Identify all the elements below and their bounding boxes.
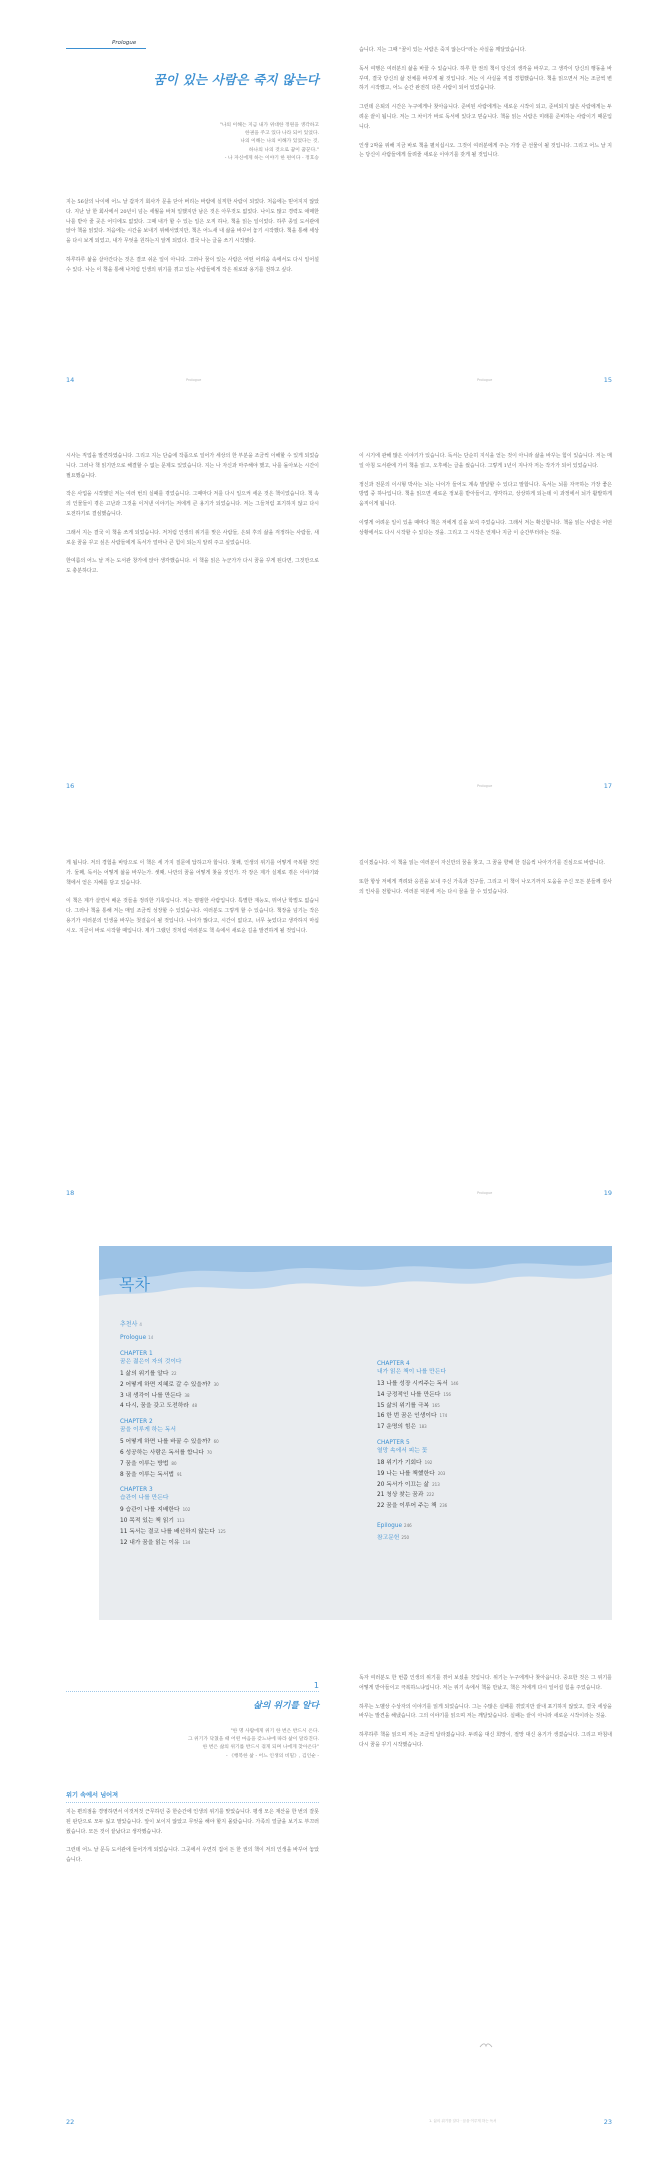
paragraph: 길이겠습니다. 이 책을 읽는 여러분이 자신만의 꿈을 찾고, 그 꿈을 향해 한 걸음씩 나아가기를 진심으로 바랍니다. xyxy=(359,860,605,866)
toc-entry-page: 80 xyxy=(171,1460,177,1466)
toc-entry-page: 213 xyxy=(432,1481,440,1487)
toc-entry-page: 134 xyxy=(182,1539,191,1545)
chapter-title: 습관이 나를 만든다 xyxy=(120,1495,169,1502)
paragraph: 한여름의 어느 날 저는 도서관 창가에 앉아 생각했습니다. 이 책을 읽은 누군가가 다시 꿈을 꾸게 된다면, 그것만으로도 충분하다고. xyxy=(66,558,319,575)
toc-entry[interactable] xyxy=(120,1391,350,1402)
paragraph: 작은 사업을 시작했던 저는 여러 번의 실패를 겪었습니다. 그때마다 저를 다시 일으켜 세운 것은 책이었습니다. 책 속의 인물들이 겪은 고난과 그것을 이겨낸 이야기는 저에게 큰 용기가 되었습니다. 저는 그들처럼 포기하지 않고 다시 도전하기로 결심했습니다. xyxy=(66,491,319,517)
chapter-number: CHAPTER 3 xyxy=(120,1487,153,1494)
toc-entry[interactable] xyxy=(377,1480,597,1491)
toc-entry[interactable] xyxy=(377,1422,597,1433)
paragraph: 그런데 은퇴의 시간은 누구에게나 찾아옵니다. 준비된 사람에게는 새로운 시작이 되고, 준비되지 않은 사람에게는 두려운 끝이 됩니다. 저는 그 차이가 바로 독서에 있다고 믿습니다. 책을 읽는 사람은 미래를 준비하는 사람이기 때문입니다. xyxy=(359,104,612,130)
toc-entry[interactable] xyxy=(377,1379,597,1390)
table-of-contents xyxy=(99,1246,612,1620)
toc-entry[interactable] xyxy=(120,1538,350,1549)
toc-entry-page: 38 xyxy=(184,1392,190,1398)
paragraph: 게 됩니다. 저의 경험을 바탕으로 이 책은 세 가지 질문에 답하고자 합니다. 첫째, 인생의 위기를 어떻게 극복할 것인가. 둘째, 독서는 어떻게 삶을 바꾸는가. 셋째, 나만의 꿈을 어떻게 찾을 것인가. 각 장은 제가 실제로 겪은 이야기와 책에서 얻은 지혜를 담고 있습니다. xyxy=(66,860,319,886)
toc-entry-page: 60 xyxy=(213,1439,219,1445)
chapter-number: CHAPTER 1 xyxy=(120,1351,153,1357)
epigraph-line: "한 명 사람에게 위기 한 번은 반드시 온다. xyxy=(230,1729,319,1734)
toc-chapter-1[interactable] xyxy=(120,1350,350,1366)
toc-chapter-3-items xyxy=(120,1505,350,1548)
toc-entry-page: 236 xyxy=(439,1503,448,1509)
toc-entry-label: 4 다시, 꿈을 갖고 도전하라 xyxy=(120,1403,189,1410)
toc-entry-page: 113 xyxy=(176,1518,185,1524)
toc-back-matter xyxy=(377,1520,597,1544)
running-footer: Prologue xyxy=(477,1191,493,1195)
chapter-1-spread xyxy=(66,1670,612,2126)
page-17 xyxy=(359,446,612,790)
paragraph: 시사는 직업을 발견하였습니다. 그리고 지는 단숨에 작품으로 일어가 세상의 한 부분을 조금씩 이해할 수 있게 되었습니다. 그러나 책 읽기만으로 해결할 수 없는 문제도 있었습니다. 지는 나 자신과 마주해야 했고, 나를 돌아보는 시간이 필요했습니다. xyxy=(66,453,319,479)
toc-entry-label: Epilogue xyxy=(377,1522,403,1529)
chapter-title: 열망 속에서 피는 꽃 xyxy=(377,1447,428,1454)
chapter-title: 꿈을 이루게 하는 독서 xyxy=(120,1427,176,1434)
page-15 xyxy=(359,40,612,384)
paragraph: 또한 항상 저에게 격려와 응원을 보내 주신 가족과 친구들, 그리고 이 책이 나오기까지 도움을 주신 모든 분들께 감사의 인사를 전합니다. 여러분 덕분에 저는 다시 꿈을 꿀 수 있었습니다. xyxy=(359,878,612,895)
toc-entry-page: 246 xyxy=(404,1522,412,1528)
toc-right-column xyxy=(377,1354,597,1544)
body-text xyxy=(359,859,612,906)
prologue-title: 꿈이 있는 사람은 죽지 않는다 xyxy=(153,72,319,87)
chapter-number: CHAPTER 2 xyxy=(120,1419,153,1426)
toc-entry-label: 14 긍정적인 나를 만든다 xyxy=(377,1391,441,1398)
epigraph-line: 한권을 주고 있다 나라 되어 있었다. xyxy=(244,131,319,137)
body-text xyxy=(66,452,319,586)
toc-chapter-4[interactable] xyxy=(377,1360,597,1376)
toc-entry-page: 30 xyxy=(213,1381,219,1387)
section-divider xyxy=(66,1802,319,1803)
toc-entry-label: 20 독서가 이끄는 삶 xyxy=(377,1481,430,1488)
page-16 xyxy=(66,446,319,790)
toc-entry[interactable] xyxy=(120,1516,350,1527)
paragraph: 그런데 어느 날 문득 도서관에 들어가게 되었습니다. 그곳에서 우연히 집어 든 한 권의 책이 저의 인생을 바꾸어 놓았습니다. xyxy=(66,1847,319,1864)
page-14 xyxy=(66,40,319,384)
toc-entry-page: 165 xyxy=(432,1402,440,1408)
ornament-icon xyxy=(479,2042,493,2049)
toc-entry-page: 4 xyxy=(139,1322,142,1327)
toc-entry-label: 15 삶의 위기를 극복 xyxy=(377,1402,430,1409)
wave-header-decoration xyxy=(99,1246,612,1316)
toc-entry-label: 3 내 생각이 나를 만든다 xyxy=(120,1392,182,1399)
prologue-spread-1 xyxy=(66,40,612,384)
toc-entry-label: Prologue xyxy=(120,1334,147,1341)
toc-entry-page: 222 xyxy=(426,1492,435,1498)
toc-entry-label: 19 나는 나를 책했한다 xyxy=(377,1470,435,1477)
toc-chapter-2-items xyxy=(120,1437,350,1480)
toc-chapter-3[interactable] xyxy=(120,1486,350,1502)
toc-entry-page: 14 xyxy=(148,1335,154,1340)
toc-entry[interactable] xyxy=(377,1532,597,1544)
paragraph: 독서 여행은 여러분의 삶을 바꿀 수 있습니다. 하루 한 권의 책이 당신의 생각을 바꾸고, 그 생각이 당신의 행동을 바꾸며, 결국 당신의 삶 전체를 바꾸게 될 것입니다. 저는 이 사실을 직접 경험했습니다. 책을 읽으면서 저는 조금씩 변하기 시작했고, 어느 순간 완전히 다른 사람이 되어 있었습니다. xyxy=(359,65,612,92)
toc-entry-page: 250 xyxy=(401,1534,410,1540)
paragraph: 지는 56살의 나이에 어느 날 갑자기 회사가 문을 닫아 버리는 바람에 실직한 사람이 되었다. 처음에는 믿어지지 않았다. 지난 날 한 회사에서 20년이 넘는 세월을 바쳐 일했지만 남은 것은 아무것도 없었다. 나이도 많고 경력도 애매한 나를 받아 줄 곳은 어디에도 없었다. 그때 내가 할 수 있는 일은 오직 하나, 책을 읽는 일이었다. 하루 종일 도서관에 앉아 책을 읽었다. 처음에는 시간을 보내기 위해서였지만, 책은 어느새 내 삶을 바꾸어 놓기 시작했다. 책을 통해 세상을 다시 보게 되었고, 내가 무엇을 원하는지 알게 되었다. 결국 나는 글을 쓰기 시작했다. xyxy=(66,199,319,245)
page-number: 23 xyxy=(603,2118,612,2126)
toc-entry[interactable] xyxy=(120,1527,350,1538)
body-text xyxy=(66,859,319,946)
prologue-epigraph xyxy=(220,122,319,163)
running-footer: Prologue xyxy=(477,784,493,788)
toc-chapter-5[interactable] xyxy=(377,1439,597,1455)
toc-entry-page: 125 xyxy=(218,1528,226,1534)
toc-entry[interactable] xyxy=(120,1437,350,1448)
paragraph: 습니다. 지는 그때 "꿈이 있는 사람은 죽지 않는다"라는 사실을 깨달았습니다. xyxy=(359,47,526,53)
toc-entry[interactable] xyxy=(120,1318,350,1331)
paragraph: 하루는 노벨상 수상자의 이야기를 읽게 되었습니다. 그는 수많은 실패를 겪었지만 끝내 포기하지 않았고, 결국 세상을 바꾸는 발견을 해냈습니다. 그의 이야기를 읽으며 저는 깨달았습니다. 실패는 끝이 아니라 새로운 시작이라는 것을. xyxy=(359,1703,612,1720)
toc-entry[interactable] xyxy=(377,1490,597,1501)
paragraph: 인생 2막을 위해 지금 바로 책을 펼치십시오. 그것이 여러분에게 주는 가장 큰 선물이 될 것입니다. 그리고 어느 날 지는 당신이 사람들에게 들려줄 새로운 이야기를 갖게 될 것입니다. xyxy=(359,142,612,159)
toc-entry-page: 183 xyxy=(419,1424,427,1430)
toc-entry-label: 5 어떻게 하면 나를 바꿀 수 있을까? xyxy=(120,1439,211,1446)
toc-entry[interactable] xyxy=(377,1469,597,1480)
epigraph-source: - 나 자신에게 하는 이야기 한 편이다 - 정호승 xyxy=(224,155,319,161)
toc-entry-label: 12 내가 꿈을 읽는 이유 xyxy=(120,1539,180,1546)
prologue-spread-2 xyxy=(66,446,612,790)
chapter-divider xyxy=(66,1691,319,1692)
paragraph: 지는 편의점을 경영하면서 이것저것 근무하던 중 한순간에 인생의 위기를 맞았습니다. 평생 모은 재산을 한 번의 잘못된 판단으로 모두 잃고 말았습니다. 앞이 보이지 않았고 무엇을 해야 할지 몰랐습니다. 가족의 얼굴을 보기도 부끄러웠습니다. 모든 것이 끝났다고 생각했습니다. xyxy=(66,1809,319,1835)
prologue-tab: Prologue xyxy=(66,40,146,49)
toc-entry[interactable] xyxy=(377,1411,597,1422)
toc-title: 목차 xyxy=(119,1275,150,1294)
toc-entry[interactable] xyxy=(377,1458,597,1469)
toc-entry-label: 6 성공하는 사람은 독서를 합니다 xyxy=(120,1449,204,1456)
toc-chapter-1-items xyxy=(120,1369,350,1412)
paragraph: 독자 여러분도 한 번쯤 인생의 위기를 겪어 보셨을 것입니다. 위기는 누구에게나 찾아옵니다. 중요한 것은 그 위기를 어떻게 받아들이고 극복하느냐입니다. 저는 위기 속에서 책을 만났고, 책은 저에게 다시 일어설 힘을 주었습니다. xyxy=(359,1675,612,1691)
page-number: 14 xyxy=(66,376,75,384)
toc-entry-page: 22 xyxy=(171,1371,177,1376)
toc-entry-label: 16 한 번 꿈은 인생이다 xyxy=(377,1413,437,1420)
chapter-epigraph xyxy=(188,1728,319,1761)
toc-chapter-2[interactable] xyxy=(120,1418,350,1434)
body-text xyxy=(66,1808,319,1875)
page-number: 15 xyxy=(603,376,612,384)
toc-entry-label: 7 꿈을 이루는 방법 xyxy=(120,1460,169,1467)
epigraph-line: 하나의 나의 것으로 꿈이 꿈꾼다." xyxy=(248,147,319,153)
toc-entry[interactable] xyxy=(377,1401,597,1412)
epigraph-line: 그 위기가 닥쳤을 때 어떤 마음을 갖느냐에 따라 삶이 달라진다. xyxy=(187,1737,319,1743)
toc-entry[interactable] xyxy=(377,1390,597,1401)
toc-entry-label: 13 나를 성장 시켜주는 독서 xyxy=(377,1381,448,1387)
toc-entry-page: 146 xyxy=(450,1381,459,1386)
chapter-number: CHAPTER 5 xyxy=(377,1439,410,1446)
running-footer: 1. 삶의 위기를 알다 · 꿈을 이루게 하는 독서 xyxy=(429,2119,497,2123)
page-number: 19 xyxy=(603,1189,612,1197)
toc-entry-label: 21 청상 찾는 꿈과 xyxy=(377,1492,424,1499)
toc-entry-page: 91 xyxy=(177,1471,183,1477)
page-19 xyxy=(359,853,612,1197)
toc-entry-page: 48 xyxy=(191,1403,197,1409)
toc-chapter-5-items xyxy=(377,1458,597,1512)
toc-entry-page: 174 xyxy=(439,1413,448,1419)
page-18 xyxy=(66,853,319,1197)
page-number: 17 xyxy=(603,782,612,790)
chapter-number: 1 xyxy=(313,1681,319,1690)
toc-front-matter xyxy=(120,1318,350,1344)
toc-entry-label: 참고문헌 xyxy=(377,1534,400,1541)
toc-entry[interactable] xyxy=(377,1520,597,1532)
toc-entry-page: 102 xyxy=(182,1507,191,1513)
toc-entry[interactable] xyxy=(377,1501,597,1512)
body-text xyxy=(359,452,612,548)
toc-entry-label: 2 어떻게 하면 지혜로 갈 수 있을까? xyxy=(120,1381,211,1388)
chapter-title: 꿈은 젊은이 자의 것이다 xyxy=(120,1359,182,1365)
running-footer: Prologue xyxy=(186,378,202,382)
toc-chapter-4-items xyxy=(377,1379,597,1433)
toc-entry-label: 11 독서는 결코 나를 배신하지 않는다 xyxy=(120,1528,215,1535)
toc-entry[interactable] xyxy=(120,1380,350,1391)
toc-entry-label: 18 위기가 기회다 xyxy=(377,1459,422,1466)
paragraph: 하루하루 책을 읽으며 저는 조금씩 달라졌습니다. 두려움 대신 희망이, 절망 대신 용기가 생겼습니다. 그리고 마침내 다시 꿈을 꾸기 시작했습니다. xyxy=(359,1732,612,1748)
page-23 xyxy=(359,1670,612,2126)
toc-entry[interactable] xyxy=(120,1470,350,1481)
epigraph-line: "나의 이해는 지금 내가 위대한 정원을 생각하고 xyxy=(219,123,319,128)
epigraph-line: 나의 이해는 나의 이해가 있었다는 것, xyxy=(240,139,319,145)
chapter-title: 내가 읽은 책이 나를 만든다 xyxy=(377,1369,446,1375)
body-text xyxy=(66,198,319,285)
toc-entry[interactable] xyxy=(120,1369,350,1380)
epigraph-line: 한 번은 삶의 위기를 반드시 겪게 되며 나에게 찾아온다" xyxy=(202,1745,319,1751)
body-text xyxy=(359,46,612,170)
toc-entry[interactable] xyxy=(120,1331,350,1344)
toc-entry-page: 156 xyxy=(443,1391,451,1397)
paragraph: 그래서 지는 결국 이 책을 쓰게 되었습니다. 저처럼 인생의 위기를 맞은 사람들, 은퇴 후의 삶을 걱정하는 사람들, 새로운 꿈을 꾸고 싶은 사람들에게 독서가 얼마나 큰 힘이 되는지 알려 주고 싶었습니다. xyxy=(66,529,319,546)
paragraph: 하루하루 삶을 살아간다는 것은 결코 쉬운 일이 아니다. 그러나 꿈이 있는 사람은 어떤 어려움 속에서도 다시 일어설 수 있다. 나는 이 책을 통해 나처럼 인생의 위기를 겪고 있는 사람들에게 작은 위로와 용기를 전하고 싶다. xyxy=(66,256,319,273)
chapter-title: 삶의 위기를 알다 xyxy=(253,1701,319,1711)
epigraph-source: - 《행복한 삶 - 어느 인생의 비밀》, 김인순 - xyxy=(225,1753,319,1759)
toc-entry[interactable] xyxy=(120,1505,350,1516)
chapter-number: CHAPTER 4 xyxy=(377,1361,410,1367)
toc-entry-page: 203 xyxy=(437,1470,446,1476)
toc-entry-label: 1 삶의 위기를 알다 xyxy=(120,1371,169,1377)
body-text xyxy=(359,1674,612,1760)
page-22 xyxy=(66,1670,319,2126)
toc-entry[interactable] xyxy=(120,1448,350,1459)
toc-left-column xyxy=(120,1318,350,1549)
paragraph: 이 시기에 관해 많은 이야기가 있습니다. 독서는 단순히 지식을 얻는 것이 아니라 삶을 바꾸는 힘이 있습니다. 저는 매일 아침 도서관에 가서 책을 읽고, 오후에는 글을 썼습니다. 그렇게 1년이 지나자 저는 작가가 되어 있었습니다. xyxy=(359,453,612,469)
paragraph: 이 책은 제가 살면서 배운 것들을 정리한 기록입니다. 저는 평범한 사람입니다. 특별한 재능도, 뛰어난 학벌도 없습니다. 그러나 책을 통해 저는 매일 조금씩 성장할 수 있었습니다. 여러분도 그렇게 할 수 있습니다. 책장을 넘기는 작은 용기가 여러분의 인생을 바꾸는 첫걸음이 될 것입니다. 나이가 많다고, 시간이 없다고, 너무 늦었다고 생각하지 마십시오. 지금이 바로 시작할 때입니다. 제가 그랬던 것처럼 여러분도 책 속에서 새로운 길을 발견하게 될 것입니다. xyxy=(66,898,319,934)
page-number: 16 xyxy=(66,782,75,790)
toc-entry-label: 17 운명의 힘은 xyxy=(377,1424,417,1431)
paragraph: 이렇게 어려운 일이 있을 때마다 책은 저에게 길을 보여 주었습니다. 그래서 저는 확신합니다. 책을 읽는 사람은 어떤 상황에서도 다시 시작할 수 있다는 것을. 그리고 그 시작은 언제나 지금 이 순간부터라는 것을. xyxy=(359,519,612,536)
toc-entry[interactable] xyxy=(120,1459,350,1470)
toc-entry-label: 9 습관이 나를 지배한다 xyxy=(120,1507,180,1514)
toc-entry-page: 70 xyxy=(206,1449,212,1455)
page-number: 18 xyxy=(66,1189,75,1197)
prologue-spread-3 xyxy=(66,853,612,1197)
toc-entry-label: 추천사 xyxy=(120,1321,138,1328)
paragraph: 정신과 전문의 이시형 박사는 뇌는 나이가 들어도 계속 발달할 수 있다고 말합니다. 독서는 뇌를 자극하는 가장 좋은 방법 중 하나입니다. 책을 읽으면 새로운 정보를 받아들이고, 생각하고, 상상하게 되는데 이 과정에서 뇌가 활발하게 움직이게 됩니다. xyxy=(359,481,612,508)
toc-entry[interactable] xyxy=(120,1401,350,1412)
toc-entry-label: 8 꿈을 이루는 독서법 xyxy=(120,1471,175,1478)
page-number: 22 xyxy=(66,2118,75,2126)
section-heading: 위기 속에서 넘어져 xyxy=(66,1792,119,1799)
running-footer: Prologue xyxy=(477,378,493,382)
toc-entry-label: 22 꿈을 이루어 주는 책 xyxy=(377,1503,437,1510)
toc-entry-label: 10 목적 있는 책 읽기 xyxy=(120,1518,174,1525)
toc-entry-page: 192 xyxy=(424,1459,433,1465)
